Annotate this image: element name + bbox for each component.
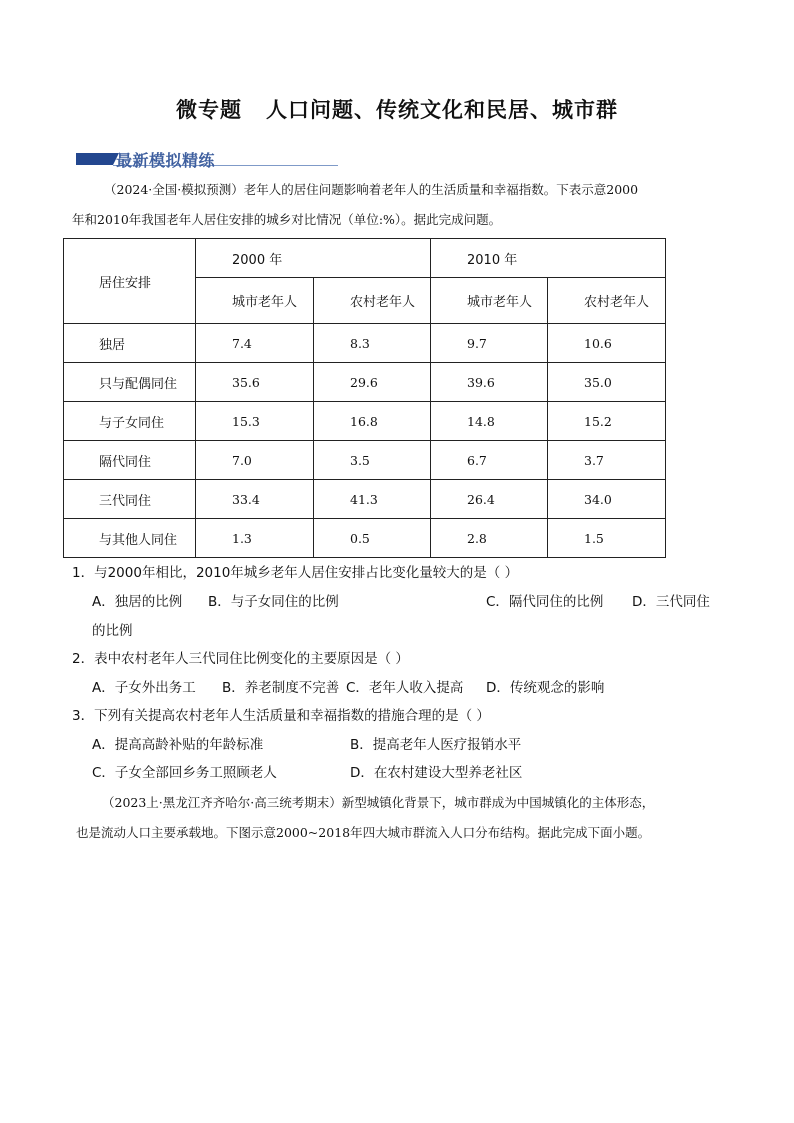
table-row	[64, 519, 666, 558]
table-cell: 26.4	[431, 480, 548, 519]
question-3-option-b[interactable]: B．提高老年人医疗报销水平	[350, 737, 522, 753]
table-header-row	[64, 239, 666, 278]
table-cell: 33.4	[196, 480, 314, 519]
table-cell: 9.7	[431, 324, 548, 363]
table-cell: 34.0	[548, 480, 666, 519]
row-label: 隔代同住	[64, 441, 196, 480]
subheader-rural-2000: 农村老年人	[314, 278, 431, 324]
question-2-option-c[interactable]: C．老年人收入提高	[346, 680, 464, 696]
question-2-option-b[interactable]: B．养老制度不完善	[222, 680, 340, 696]
intro2-line-2: 也是流动人口主要承载地。下图示意2000~2018年四大城市群流入人口分布结构。据此完成下面小题。	[76, 825, 651, 840]
table-cell: 1.5	[548, 519, 666, 558]
question-1-option-b[interactable]: B．与子女同住的比例	[208, 594, 339, 610]
question-3-stem: 3．下列有关提高农村老年人生活质量和幸福指数的措施合理的是（ ）	[72, 708, 490, 724]
subheader-urban-2010: 城市老年人	[431, 278, 548, 324]
question-1-stem: 1．与2000年相比，2010年城乡老年人居住安排占比变化量较大的是（ ）	[72, 565, 519, 581]
question-3-option-a[interactable]: A．提高高龄补贴的年龄标准	[92, 737, 264, 753]
section-banner	[76, 148, 262, 168]
row-label: 只与配偶同住	[64, 363, 196, 402]
page-title	[0, 94, 794, 124]
intro-paragraph-2	[76, 788, 736, 848]
table-row	[64, 363, 666, 402]
title-part1: 微专题	[176, 98, 242, 122]
table-row	[64, 441, 666, 480]
table-cell: 15.2	[548, 402, 666, 441]
intro2-line-1: （2023上·黑龙江齐齐哈尔·高三统考期末）新型城镇化背景下，城市群成为中国城镇化的主体形态，	[102, 795, 655, 810]
table-cell: 39.6	[431, 363, 548, 402]
row-label: 与其他人同住	[64, 519, 196, 558]
living-arrangement-table	[63, 238, 666, 558]
table-row	[64, 480, 666, 519]
table-cell: 7.0	[196, 441, 314, 480]
table-cell: 10.6	[548, 324, 666, 363]
subheader-rural-2010: 农村老年人	[548, 278, 666, 324]
question-3-option-d[interactable]: D．在农村建设大型养老社区	[350, 765, 523, 781]
section-banner-label: 最新模拟精练	[116, 151, 216, 170]
table-cell: 16.8	[314, 402, 431, 441]
table-row	[64, 402, 666, 441]
table-cell: 35.6	[196, 363, 314, 402]
question-2-option-a[interactable]: A．子女外出务工	[92, 680, 196, 696]
row-label: 三代同住	[64, 480, 196, 519]
question-1-option-d[interactable]: D．三代同住	[632, 594, 710, 610]
table-cell: 14.8	[431, 402, 548, 441]
subheader-urban-2000: 城市老年人	[196, 278, 314, 324]
table-cell: 6.7	[431, 441, 548, 480]
question-2-stem: 2．表中农村老年人三代同住比例变化的主要原因是（ ）	[72, 651, 409, 667]
table-cell: 29.6	[314, 363, 431, 402]
intro-line-1: （2024·全国·模拟预测）老年人的居住问题影响着老年人的生活质量和幸福指数。下表示意2000	[104, 182, 639, 197]
intro-paragraph	[72, 175, 732, 235]
row-label: 与子女同住	[64, 402, 196, 441]
question-2-option-d[interactable]: D．传统观念的影响	[486, 680, 605, 696]
row-label: 独居	[64, 324, 196, 363]
title-part2: 人口问题、传统文化和民居、城市群	[266, 98, 618, 122]
table-cell: 41.3	[314, 480, 431, 519]
banner-bar	[76, 153, 113, 165]
table-cell: 35.0	[548, 363, 666, 402]
table-cell: 15.3	[196, 402, 314, 441]
question-1-option-d-continued: 的比例	[92, 623, 133, 639]
table-cell: 3.5	[314, 441, 431, 480]
table-cell: 0.5	[314, 519, 431, 558]
question-3-option-c[interactable]: C．子女全部回乡务工照顾老人	[92, 765, 277, 781]
intro-line-2: 年和2010年我国老年人居住安排的城乡对比情况（单位:%）。据此完成问题。	[72, 212, 502, 227]
table-row	[64, 324, 666, 363]
table-corner-header: 居住安排	[64, 239, 196, 324]
question-1-option-c[interactable]: C．隔代同住的比例	[486, 594, 604, 610]
table-cell: 3.7	[548, 441, 666, 480]
question-1-option-a[interactable]: A．独居的比例	[92, 594, 183, 610]
year-header-2010: 2010 年	[431, 239, 666, 278]
table-cell: 7.4	[196, 324, 314, 363]
table-cell: 8.3	[314, 324, 431, 363]
table-cell: 2.8	[431, 519, 548, 558]
table-cell: 1.3	[196, 519, 314, 558]
year-header-2000: 2000 年	[196, 239, 431, 278]
